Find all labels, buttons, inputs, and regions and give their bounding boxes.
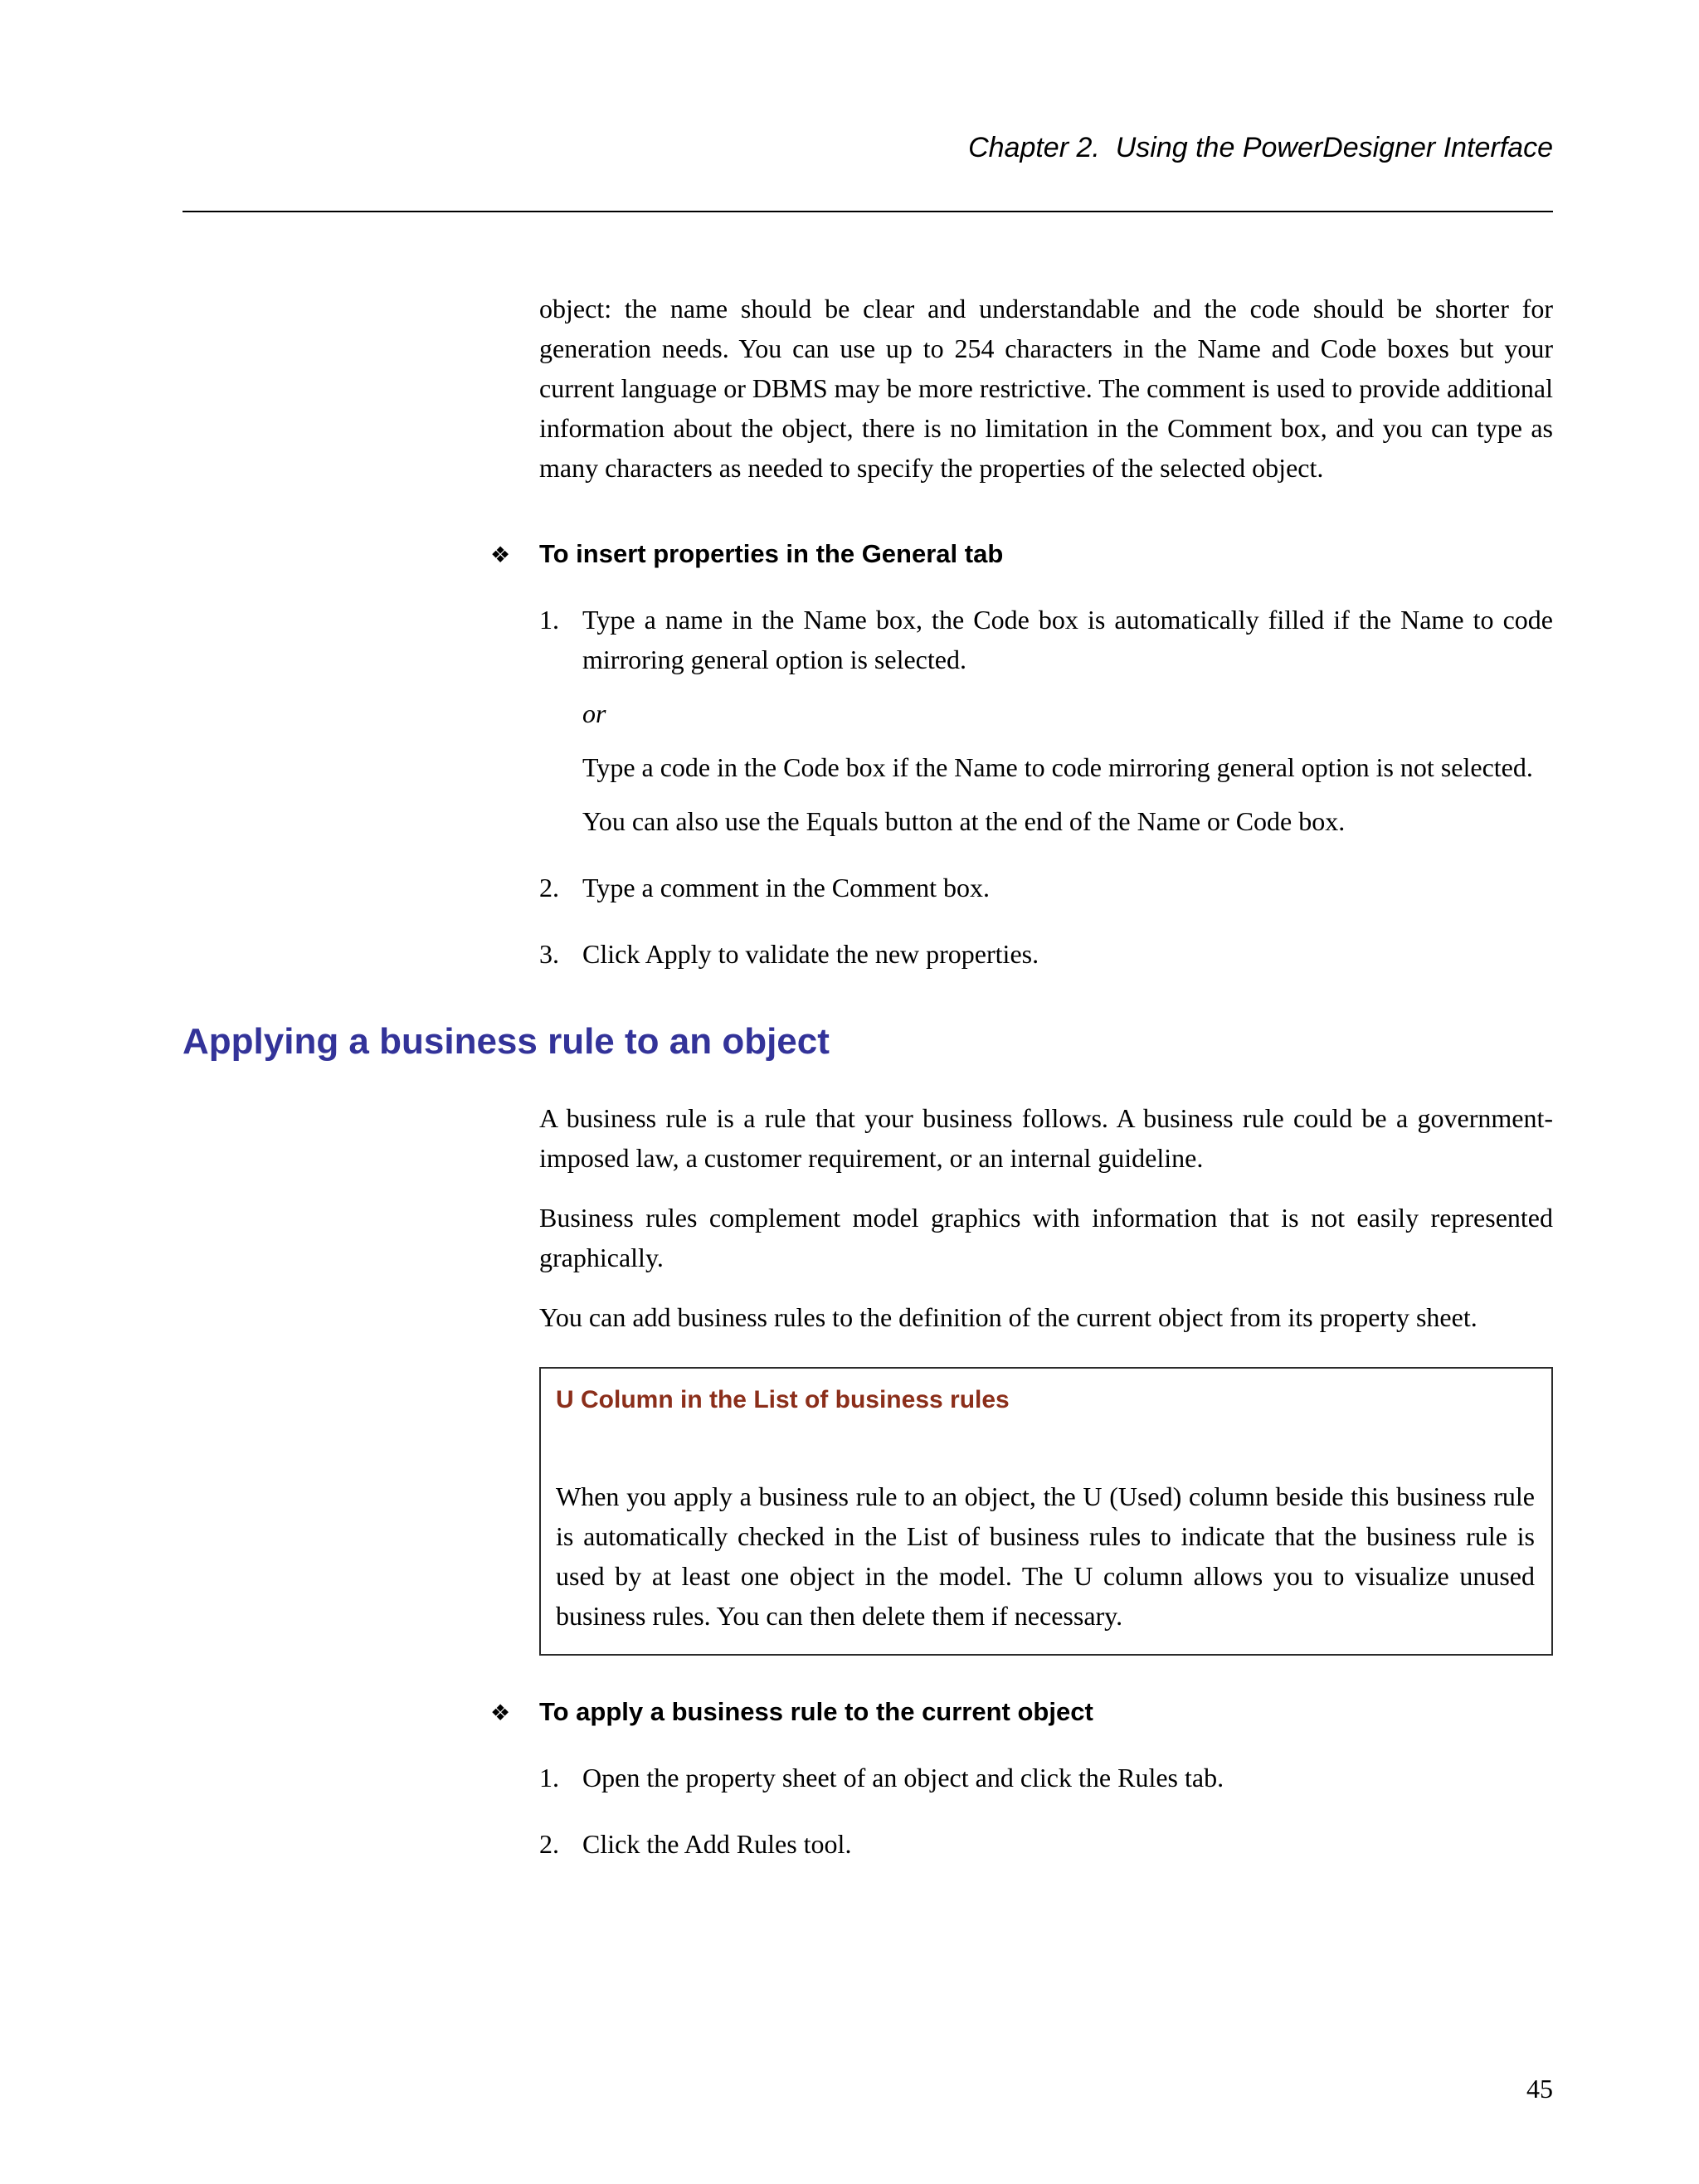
step-body xyxy=(582,1758,1553,1797)
step-item xyxy=(539,600,1553,841)
running-header: Chapter 2. Using the PowerDesigner Interface xyxy=(968,132,1553,163)
procedure-title: To insert properties in the General tab xyxy=(539,539,1004,568)
step-alt-marker: or xyxy=(582,698,606,728)
section-heading-applying-business-rule: Applying a business rule to an object xyxy=(183,1021,830,1062)
step-text: Click Apply to validate the new properties. xyxy=(582,939,1039,969)
step-number: 2. xyxy=(539,873,559,902)
procedure-heading-insert-properties xyxy=(490,536,1553,573)
note-box-body: When you apply a business rule to an object, the U (Used) column beside this business rule is automatically checked in the List of business rules to indicate that the business rule is used by at least one object in the model. The U column allows you to visualize unused business rules. You can then delete them if necessary. xyxy=(556,1481,1535,1631)
page-number: 45 xyxy=(1526,2074,1553,2104)
note-box-u-column xyxy=(539,1367,1553,1656)
diamond-bullet-icon: ❖ xyxy=(490,1700,511,1725)
step-item xyxy=(539,868,1553,907)
diamond-bullet-icon: ❖ xyxy=(490,542,511,567)
section-paragraph: A business rule is a rule that your business follows. A business rule could be a government-imposed law, a customer requirement, or an internal guideline. xyxy=(539,1103,1553,1173)
procedure-title: To apply a business rule to the current object xyxy=(539,1697,1093,1726)
step-number: 2. xyxy=(539,1829,559,1859)
step-item xyxy=(539,934,1553,974)
section-paragraph: You can add business rules to the definition of the current object from its property sheet. xyxy=(539,1302,1477,1332)
step-text: Type a name in the Name box, the Code box is automatically filled if the Name to code mirroring general option is selected. xyxy=(582,605,1553,674)
page-header xyxy=(183,98,1553,212)
section-paragraph: Business rules complement model graphics with information that is not easily represented graphically. xyxy=(539,1203,1553,1272)
step-body xyxy=(582,600,1553,841)
step-item xyxy=(539,1758,1553,1797)
intro-paragraph: object: the name should be clear and understandable and the code should be shorter for generation needs. You can use up to 254 characters in the Name and Code boxes but your current language or DBMS may be more restrictive. The comment is used to provide additional information about the object, there is no limitation in the Comment box, and you can type as many characters as needed to specify the properties of the selected object. xyxy=(539,294,1553,483)
step-text: Type a comment in the Comment box. xyxy=(582,873,990,902)
step-number: 1. xyxy=(539,605,559,635)
step-text: Open the property sheet of an object and click the Rules tab. xyxy=(582,1763,1224,1792)
note-box-title: U Column in the List of business rules xyxy=(556,1386,1010,1413)
step-item xyxy=(539,1824,1553,1864)
step-number: 1. xyxy=(539,1763,559,1792)
step-text: Click the Add Rules tool. xyxy=(582,1829,852,1859)
step-body xyxy=(582,1824,1553,1864)
page-content xyxy=(0,289,1699,1864)
step-note: You can also use the Equals button at the end of the Name or Code box. xyxy=(582,806,1346,836)
step-number: 3. xyxy=(539,939,559,969)
procedure-heading-apply-business-rule xyxy=(490,1694,1553,1731)
step-body xyxy=(582,934,1553,974)
step-body xyxy=(582,868,1553,907)
step-alt-text: Type a code in the Code box if the Name to code mirroring general option is not selected. xyxy=(582,752,1533,782)
